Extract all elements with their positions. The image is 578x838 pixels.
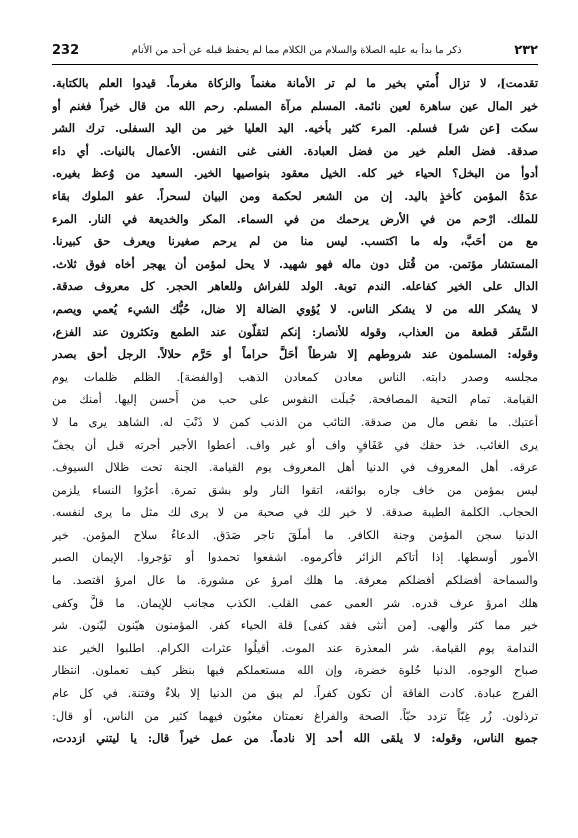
- text-line: وقوله: المسلمون عند شروطهم إلا شرطاً أحَلَّ حراماً أو حَرَّم حلالاً. الرجل أحق بصدر: [52, 347, 538, 362]
- text-line: صدقة. فضل العلم خير من فضل العبادة. الغنى غنى النفس. الأعمال بالنيات. أي داء: [52, 143, 538, 158]
- text-line: ترذلون. زُر غِبّاً تزدد حبّاً. الصحة والفراغ نعمتان مغبُون فيهما كثير من الناس، أو قال:: [52, 708, 538, 723]
- page-body: [52, 72, 538, 817]
- text-line: خير المال عين ساهرة لعين نائمة. المسلم مرآة المسلم. رحم الله من قال خيراً فغنم أو: [52, 98, 538, 113]
- text-line: مع من أحَبَّ، وله ما اكتسب. ليس منا من لم يرحم صغيرنا ويعرف حق كبيرنا.: [52, 234, 538, 249]
- text-line: صباح الوجوه. الدنيا حُلوة خضرة، وإن الله مستعملكم فيها بنظر كيف تعملون. انتظار: [52, 663, 538, 678]
- text-line: والسماحة أفضلكم أفضلكم معرفة. ما هلك امرؤ عن مشورة. ما عال امرؤ اقتصد. ما: [52, 573, 538, 588]
- text-line: الأمور أوسطها. إذا أتاكم الزائر فأكرموه. اشفعوا تحمدوا أو تؤجروا. الإيمان الصبر: [52, 550, 538, 565]
- text-line: المستشار مؤتمن. من قُتل دون ماله فهو شهيد. لا يحل لمؤمن أن يهجر أخاه فوق ثلاث.: [52, 256, 538, 271]
- page-header: [52, 38, 538, 62]
- text-line: عرقه. أهل المعروف في الدنيا أهل المعروف يوم القيامة. الجنة تحت ظلال السيوف.: [52, 460, 538, 475]
- text-line: عدَةُ المؤمن كأخذٍ باليد. إن من الشعر لحكمة ومن البيان لسحراً. عفو الملوك بقاء: [52, 188, 538, 203]
- text-line: مجلسه وصدر دابته. الناس معادن كمعادن الذهب [والفضة]. الظلم ظلمات يوم: [52, 369, 538, 384]
- page-number-arabic: ٢٣٢: [514, 42, 538, 58]
- text-line: ليس بمؤمن من خاف جاره بوائقه، اتقوا النار ولو بشق تمرة. أعرُوا النساء يلزمن: [52, 482, 538, 497]
- text-line: السَّفَر قطعة من العذاب، وقوله للأنصار: إنكم لتقلّون عند الطمع وتكثرون عند الفزع،: [52, 324, 538, 339]
- text-line: سكت [عن شر] فسلم. المرء كثير بأخيه. اليد العليا خير من اليد السفلى. ترك الشر: [52, 121, 538, 136]
- running-title: ذكر ما بدأ به عليه الصلاة والسلام من الكلام مما لم يحفظ قبله عن أحد من الأنام: [131, 44, 462, 56]
- text-line: هلك امرؤ عرف قدره. شر العمى عمى القلب. الكذب مجانب للإيمان. ما قلَّ وكفى: [52, 595, 538, 610]
- text-line: الندامة يوم القيامة. شر المعذرة عند الموت. أقيلُوا عثرات الكرام. اطلبوا الخير عند: [52, 640, 538, 655]
- text-line: أعتبك. ما نقص مال من صدقة. التائب من الذنب كمن لا ذَنْبَ له. الشاهد يرى ما لا: [52, 414, 538, 429]
- text-line: جميع الناس، وقوله: لا يلقى الله أحد إلا نادماً. من عمل خيراً قال: يا ليتني ازددت،: [52, 731, 538, 746]
- page-number-latin: 232: [52, 42, 80, 58]
- text-line: الحجاب. الكلمة الطيبة صدقة. لا خير لك في صحبة من لا يرى لك مثل ما يرى لنفسه.: [52, 505, 538, 520]
- text-line: يرى الغائب. خذ حقك في عَفَافٍ واف أو غير واف. أعطوا الأجير أجرته قبل أن يجفّ: [52, 437, 538, 452]
- text-line: لا يشكر الله من لا يشكر الناس. لا يُؤوي الضالة إلا ضال، حُبُّك الشيء يُعمي ويصم،: [52, 301, 538, 316]
- text-line: الدال على الخير كفاعله. الندم توبة. الولد للفراش وللعاهر الحجر. كل معروف صدقة.: [52, 279, 538, 294]
- text-line: الفرج عبادة. كادت الفاقة أن تكون كفراً. لم يبق من الدنيا إلا بلاءٌ وفتنة. في كل عام: [52, 686, 538, 701]
- text-line: القيامة. تمام التحية المصافحة. جُبلَت النفوس على حب من أَحسن إليها. أمنك من: [52, 392, 538, 407]
- header-rule: [52, 64, 538, 65]
- text-line: خير مما كثر وألهى. [من أنثى فقد كفى] قلة الحياء كفر. المؤمنون هيّنون ليّنون. شر: [52, 618, 538, 633]
- text-line: أدوأ من البخل؟ الحياء خير كله. الخيل معقود بنواصيها الخير. السعيد من وُعظ بغيره.: [52, 166, 538, 181]
- text-line: تقدمت]، لا تزال أُمتي بخير ما لم تر الأمانة مغنماً والزكاة مغرماً. قيدوا العلم بالكتابة.: [52, 76, 538, 90]
- text-line: الدنيا سجن المؤمن وجنة الكافر. ما أملَقَ تاجر صَدَق. الدعاءُ سلاح المؤمن. خير: [52, 527, 538, 542]
- text-line: للملك. ارْحم من في الأرض يرحمك من في السماء. المكر والخديعة في النار. المرء: [52, 211, 538, 226]
